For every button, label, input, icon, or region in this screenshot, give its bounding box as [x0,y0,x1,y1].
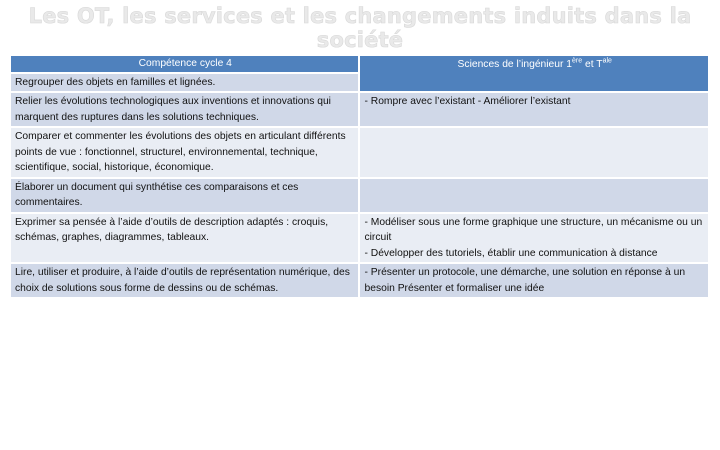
page-title: Les OT, les services et les changements induits dans la société [28,4,692,52]
table-row [11,128,708,177]
row-1-right-line: - Rompre avec l’existant - Améliorer l’existant [364,96,571,107]
table-row [11,214,708,263]
header-left-title: Compétence cycle 4 [138,58,232,69]
table-header-row [11,56,708,72]
row-4-right [358,214,708,263]
header-left-cell [11,56,358,72]
row-3-left: Élaborer un document qui synthétise ces comparaisons et ces commentaires. [11,179,358,212]
header-right-prefix: Sciences de l’ingénieur 1 [457,59,573,70]
header-right-sup1: ère [572,57,583,65]
row-2-left: Comparer et commenter les évolutions des objets en articulant différents points de vue : fonctionnel, structurel, environnemental, technique, scientifique, social, historique, économique. [11,128,358,177]
row-1-left: Relier les évolutions technologiques aux inventions et innovations qui marquent des ruptures dans les solutions techniques. [11,93,358,126]
row-5-right [358,264,708,297]
row-2-right [358,128,708,177]
header-left-sub-cell: Regrouper des objets en familles et lignées. [11,74,358,92]
row-5-right-line: - Présenter un protocole, une démarche, une solution en réponse à un besoin Présenter et formaliser une idée [364,267,686,294]
row-4-left: Exprimer sa pensée à l’aide d’outils de description adaptés : croquis, schémas, graphes, diagrammes, tableaux. [11,214,358,263]
header-right-sup2: ale [602,57,612,65]
table-row [11,179,708,212]
row-3-right [358,179,708,212]
header-right-cell [358,56,708,91]
header-right-title [458,59,612,70]
row-5-left: Lire, utiliser et produire, à l’aide d’outils de représentation numérique, des choix de solutions sous forme de dessins ou de schémas. [11,264,358,297]
table-row [11,264,708,297]
header-right-mid: et T [582,59,603,70]
row-4-right-line-1: - Modéliser sous une forme graphique une structure, un mécanisme ou un circuit [364,216,703,243]
competence-table [11,54,708,299]
row-4-right-line-2: - Développer des tutoriels, établir une communication à distance [364,247,658,259]
table-row [11,93,708,126]
row-1-right [358,93,708,126]
